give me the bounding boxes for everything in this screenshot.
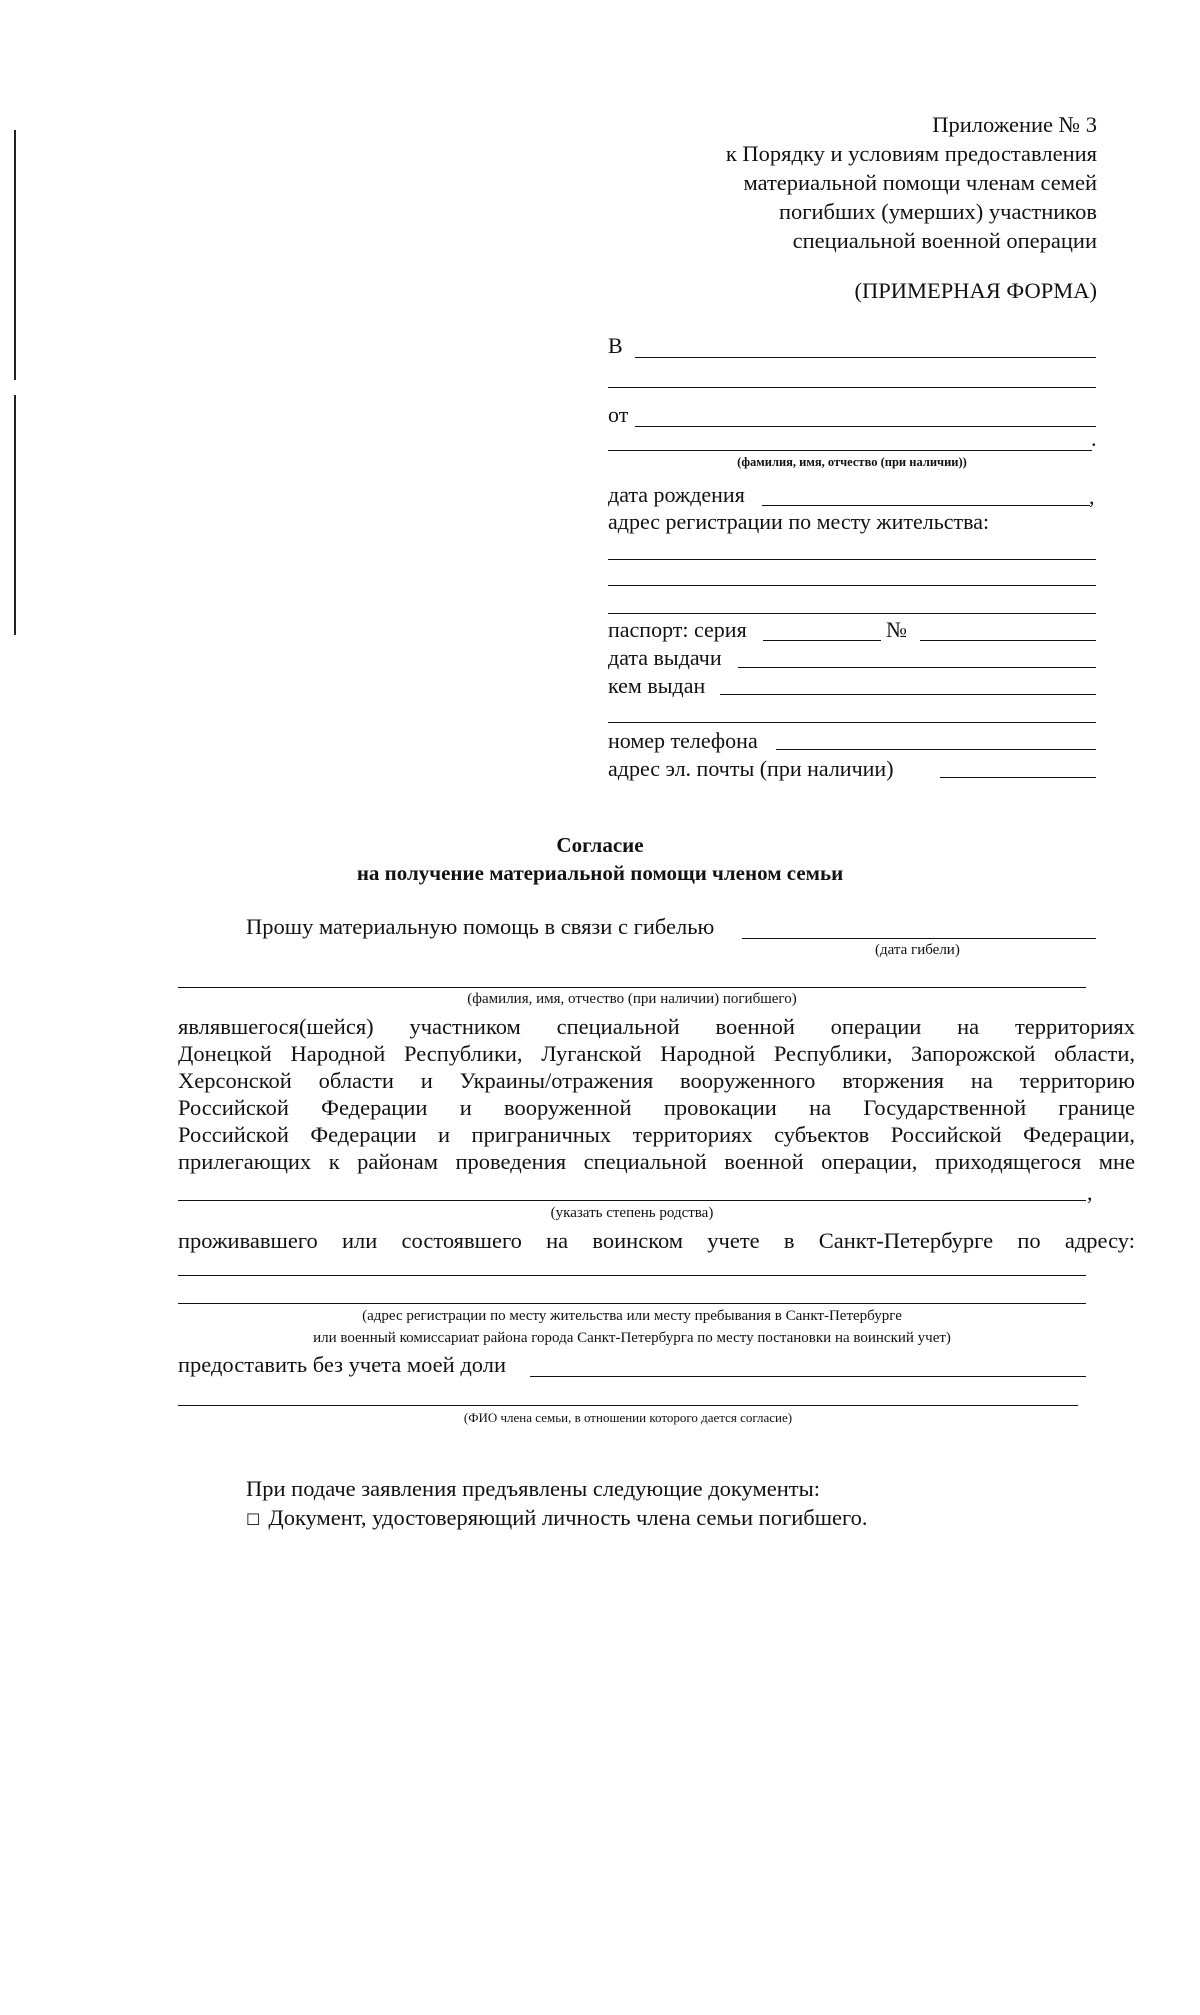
family-member-hint: (ФИО члена семьи, в отношении которого дается согласие) [463,1410,793,1425]
paragraph-line: являвшегося(шейся) участником специальной военной операции на территориях [178,1014,1135,1039]
document-label: Документ, удостоверяющий личность члена семьи погибшего. [268,1505,868,1530]
address-field-line-3[interactable] [608,613,1096,614]
appendix-title: Приложение № 3 [932,112,1097,137]
appendix-line: материальной помощи членам семей [743,170,1097,195]
family-member-field[interactable] [178,1405,1078,1406]
paragraph-line: прилегающих к районам проведения специальной военной операции, приходящегося мне [178,1149,1135,1174]
paragraph-line: Херсонской области и Украины/отражения вооруженного вторжения на территорию [178,1068,1135,1093]
relation-hint: (указать степень родства) [550,1205,714,1221]
checkbox-icon[interactable]: ☐ [246,1510,261,1529]
to-label: В [608,333,623,358]
passport-series-label: паспорт: серия [608,617,747,642]
document-checkbox-item[interactable] [246,1505,868,1531]
passport-number-field[interactable] [920,640,1096,641]
passport-series-field[interactable] [763,640,881,641]
address-label: адрес регистрации по месту жительства: [608,509,990,534]
share-field[interactable] [530,1376,1086,1377]
appendix-line: к Порядку и условиям предоставления [725,141,1097,166]
phone-label: номер телефона [608,728,758,753]
death-date-field[interactable] [742,938,1096,939]
address-hint-2: или военный комиссариат района города Санкт-Петербурга по месту постановки на воинский учет) [313,1330,951,1346]
scan-edge-mark [14,130,16,380]
email-field[interactable] [940,777,1096,778]
issue-date-field[interactable] [738,667,1096,668]
relation-field[interactable] [178,1200,1086,1201]
from-label: от [608,402,629,427]
appendix-line: погибших (умерших) участников [778,199,1097,224]
death-date-hint: (дата гибели) [875,942,960,958]
residence-address-field-1[interactable] [178,1275,1086,1276]
relation-comma: , [1087,1180,1093,1205]
email-label: адрес эл. почты (при наличии) [608,756,894,781]
from-field[interactable] [635,426,1096,427]
deceased-hint: (фамилия, имя, отчество (при наличии) погибшего) [467,991,797,1007]
birth-date-comma: , [1089,484,1095,509]
request-text: Прошу материальную помощь в связи с гибелью [246,914,715,939]
to-field[interactable] [635,357,1096,358]
deceased-name-field[interactable] [178,987,1086,988]
address-hint-1: (адрес регистрации по месту жительства или месту пребывания в Санкт-Петербурге [362,1308,902,1324]
residence-address-field-2[interactable] [178,1303,1086,1304]
address-field-line-1[interactable] [608,559,1096,560]
fio-hint: (фамилия, имя, отчество (при наличии)) [737,455,967,469]
share-text: предоставить без учета моей доли [178,1352,506,1377]
passport-number-label: № [886,617,907,642]
documents-heading: При подаче заявления предъявлены следующие документы: [246,1476,820,1501]
from-field-line-2[interactable] [608,450,1092,451]
paragraph-line: Российской Федерации и приграничных территориях субъектов Российской Федерации, [178,1122,1135,1147]
from-field-dot: . [1091,426,1097,451]
paragraph-line: Донецкой Народной Республики, Луганской Народной Республики, Запорожской области, [178,1041,1135,1066]
to-field-line-2[interactable] [608,387,1096,388]
issued-by-label: кем выдан [608,673,706,698]
birth-date-field[interactable] [762,505,1090,506]
form-type-label: (ПРИМЕРНАЯ ФОРМА) [854,278,1097,303]
issued-by-field[interactable] [720,694,1096,695]
phone-field[interactable] [776,749,1096,750]
issued-by-field-line-2[interactable] [608,722,1096,723]
paragraph-line: Российской Федерации и вооруженной провокации на Государственной границе [178,1095,1135,1120]
birth-date-label: дата рождения [608,482,745,507]
appendix-line: специальной военной операции [792,228,1097,253]
consent-subtitle: на получение материальной помощи членом семьи [356,861,844,885]
consent-title: Согласие [556,833,644,857]
residence-text: проживавшего или состоявшего на воинском учете в Санкт-Петербурге по адресу: [178,1228,1135,1253]
issue-date-label: дата выдачи [608,645,722,670]
scan-edge-mark [14,395,16,635]
address-field-line-2[interactable] [608,585,1096,586]
